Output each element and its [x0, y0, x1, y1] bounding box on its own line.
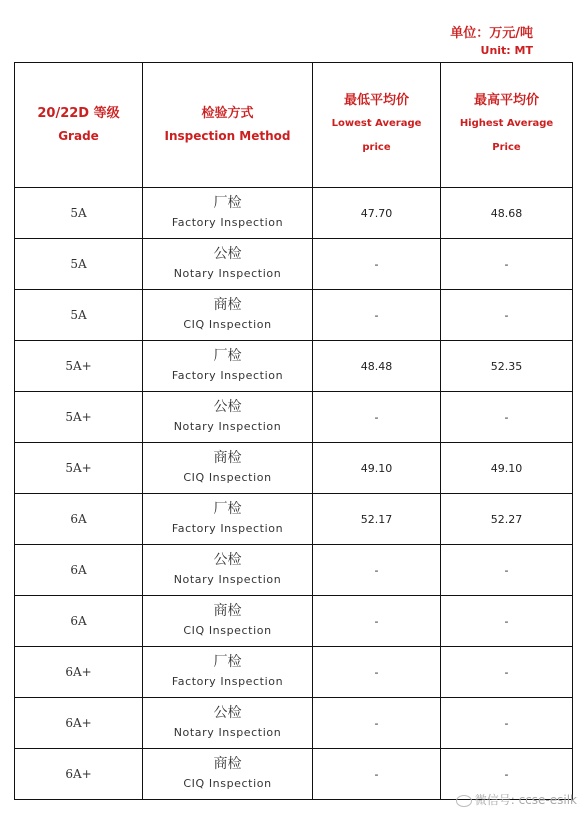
method-cell	[143, 290, 313, 341]
method-cell	[143, 545, 313, 596]
method-cell	[143, 392, 313, 443]
lowest-price-cell: -	[313, 392, 441, 443]
method-cn: 厂检	[213, 501, 242, 517]
method-cn: 公检	[213, 399, 242, 415]
method-cell	[143, 188, 313, 239]
method-cn: 商检	[213, 297, 242, 313]
unit-label-en: Unit: MT	[480, 44, 533, 57]
wechat-watermark	[456, 791, 577, 808]
lowest-price-cell: 49.10	[313, 443, 441, 494]
table-row	[15, 647, 573, 698]
table-row	[15, 341, 573, 392]
table-row	[15, 545, 573, 596]
method-cell	[143, 341, 313, 392]
lowest-price-cell: -	[313, 647, 441, 698]
highest-price-cell: -	[441, 596, 573, 647]
method-cell	[143, 239, 313, 290]
lowest-price-cell: -	[313, 749, 441, 800]
grade-cell: 5A+	[15, 392, 143, 443]
lowest-price-cell: -	[313, 239, 441, 290]
method-cn: 公检	[213, 552, 242, 568]
table-row	[15, 290, 573, 341]
method-en: CIQ Inspection	[183, 624, 272, 637]
grade-cell: 5A	[15, 239, 143, 290]
table-row	[15, 596, 573, 647]
highest-price-cell: -	[441, 239, 573, 290]
grade-cell: 6A+	[15, 698, 143, 749]
wechat-icon	[456, 795, 472, 807]
header-grade-en: Grade	[58, 129, 99, 143]
lowest-price-cell: -	[313, 698, 441, 749]
grade-cell: 5A	[15, 188, 143, 239]
highest-price-cell: -	[441, 749, 573, 800]
method-cn: 商检	[213, 756, 242, 772]
grade-cell: 6A	[15, 494, 143, 545]
highest-price-cell: 49.10	[441, 443, 573, 494]
lowest-price-cell: 52.17	[313, 494, 441, 545]
method-en: Notary Inspection	[173, 726, 282, 739]
method-cell	[143, 443, 313, 494]
grade-cell: 6A	[15, 596, 143, 647]
method-cn: 厂检	[213, 195, 242, 211]
method-cn: 商检	[213, 450, 242, 466]
lowest-price-cell: -	[313, 596, 441, 647]
header-method	[143, 63, 313, 188]
highest-price-cell: 52.27	[441, 494, 573, 545]
highest-price-cell: -	[441, 698, 573, 749]
header-method-cn: 检验方式	[201, 106, 254, 121]
header-highest-en2: Price	[492, 142, 521, 153]
grade-cell: 5A	[15, 290, 143, 341]
header-highest-en1: Highest Average	[459, 118, 554, 129]
method-cell	[143, 698, 313, 749]
lowest-price-cell: -	[313, 290, 441, 341]
method-en: Notary Inspection	[173, 573, 282, 586]
grade-cell: 5A+	[15, 341, 143, 392]
table-row	[15, 443, 573, 494]
table-row	[15, 494, 573, 545]
table-row	[15, 188, 573, 239]
lowest-price-cell: 48.48	[313, 341, 441, 392]
method-cell	[143, 494, 313, 545]
highest-price-cell: -	[441, 647, 573, 698]
table-row	[15, 698, 573, 749]
lowest-price-cell: 47.70	[313, 188, 441, 239]
header-highest	[441, 63, 573, 188]
method-cn: 厂检	[213, 348, 242, 364]
grade-cell: 6A+	[15, 647, 143, 698]
header-method-en: Inspection Method	[164, 129, 291, 143]
table-body	[15, 188, 573, 800]
grade-cell: 6A	[15, 545, 143, 596]
unit-label-cn: 单位：万元/吨	[450, 26, 533, 41]
method-cell	[143, 749, 313, 800]
method-en: CIQ Inspection	[183, 471, 272, 484]
highest-price-cell: 48.68	[441, 188, 573, 239]
header-grade	[15, 63, 143, 188]
header-highest-cn: 最高平均价	[473, 93, 539, 108]
table-header-row	[15, 63, 573, 188]
method-cell	[143, 596, 313, 647]
method-cn: 公检	[213, 246, 242, 262]
highest-price-cell: -	[441, 545, 573, 596]
table-row	[15, 392, 573, 443]
header-lowest	[313, 63, 441, 188]
header-lowest-cn: 最低平均价	[343, 93, 409, 108]
method-en: Factory Inspection	[171, 522, 284, 535]
method-en: CIQ Inspection	[183, 777, 272, 790]
header-lowest-en2: price	[362, 142, 391, 153]
method-en: Notary Inspection	[173, 267, 282, 280]
highest-price-cell: 52.35	[441, 341, 573, 392]
price-table	[14, 62, 573, 800]
method-en: Factory Inspection	[171, 675, 284, 688]
method-en: CIQ Inspection	[183, 318, 272, 331]
method-cell	[143, 647, 313, 698]
lowest-price-cell: -	[313, 545, 441, 596]
header-lowest-en1: Lowest Average	[331, 118, 422, 129]
grade-cell: 6A+	[15, 749, 143, 800]
watermark-text: 微信号: ccse-esilk	[474, 793, 577, 807]
table-row	[15, 239, 573, 290]
method-en: Factory Inspection	[171, 369, 284, 382]
method-cn: 厂检	[213, 654, 242, 670]
header-grade-cn: 20/22D 等级	[37, 106, 120, 121]
method-cn: 公检	[213, 705, 242, 721]
method-en: Notary Inspection	[173, 420, 282, 433]
highest-price-cell: -	[441, 392, 573, 443]
method-en: Factory Inspection	[171, 216, 284, 229]
method-cn: 商检	[213, 603, 242, 619]
highest-price-cell: -	[441, 290, 573, 341]
grade-cell: 5A+	[15, 443, 143, 494]
